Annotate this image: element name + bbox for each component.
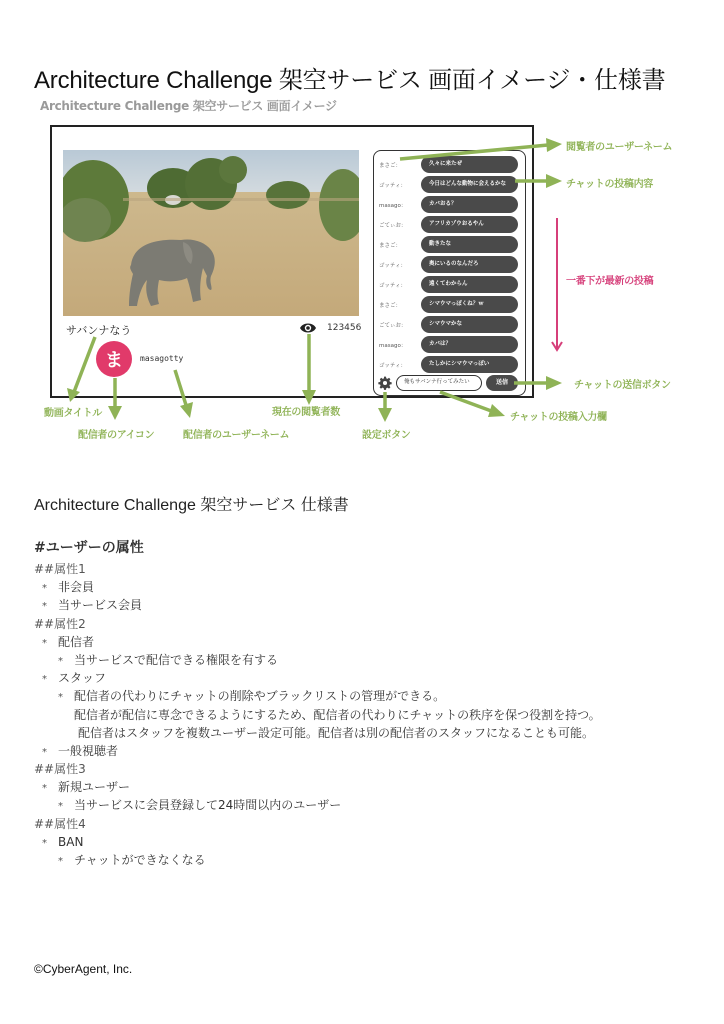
chat-panel [373,150,526,396]
attr3-label: ##属性3 [34,762,86,777]
chat-message [374,236,525,254]
annotation-streamer-icon: 配信者のアイコン [78,430,155,441]
attr2-subitem [34,687,601,705]
spec-body [34,538,601,869]
attr4-ban-desc: チャットができなくなる [74,853,206,867]
attr2-staff-desc: 配信者の代わりにチャットの削除やブラックリストの管理ができる。 [74,689,446,704]
attr1-label: ##属性1 [34,562,86,576]
attr1-item-text: 非会員 [58,580,95,595]
attr2-label: ##属性2 [34,616,86,631]
streamer-avatar[interactable]: ま [96,341,132,377]
attr3-subitem [34,796,601,814]
chat-username: ゴッティ： [379,183,406,189]
chat-bubble: たしかにシマウマっぽい [421,356,518,373]
spec-heading: #ユーザーの属性 [34,540,144,556]
chat-input[interactable]: 俺もサバンナ行ってみたい [396,375,482,391]
attr3-item [34,778,601,796]
chat-message [374,276,525,294]
chat-bubble: 今日はどんな動物に会えるかな [421,176,518,193]
chat-message [374,316,525,334]
chat-username: masago： [379,203,407,209]
copyright: ©CyberAgent, Inc. [34,962,133,976]
bullet-icon: * [42,674,47,686]
annotation-current-viewers: 現在の閲覧者数 [272,407,340,418]
eye-icon [299,322,317,334]
chat-message [374,176,525,194]
attr2-viewer: 一般視聴者 [58,743,119,758]
annotation-chat-input: チャットの投稿入力欄 [510,412,607,423]
bullet-icon: * [42,583,47,595]
attr2-staff: スタッフ [58,671,107,686]
mockup-subtitle: Architecture Challenge 架空サービス 画面イメージ [40,99,337,113]
video-player[interactable] [63,150,359,316]
chat-username: まさご： [379,243,402,249]
annotation-viewer-username: 閲覧者のユーザーネーム [566,142,673,153]
chat-message [374,356,525,374]
bullet-icon: * [42,637,47,649]
bullet-icon: * [42,783,47,795]
annotation-newest-bottom: 一番下が最新の投稿 [566,276,654,287]
attr2-streamer-desc: 当サービスで配信できる権限を有する [74,652,279,667]
attr4-label: ##属性4 [34,816,86,831]
chat-message [374,216,525,234]
attr4-ban: BAN [58,834,84,849]
document-title: Architecture Challenge 架空サービス 画面イメージ・仕様書 [34,67,666,94]
gear-icon[interactable] [378,376,392,390]
attr2-item [34,633,601,651]
chat-bubble: アフリカゾウおるやん [421,216,518,233]
chat-bubble: 遠くてわからん [421,276,518,293]
chat-username: ごてぃお： [379,223,407,229]
attr3-new-user: 新規ユーザー [58,780,131,795]
bullet-icon: * [42,746,47,758]
chat-username: masago： [379,343,407,349]
screen-mockup-frame [50,125,534,398]
attr2-subitem [34,651,601,669]
annotation-chat-content: チャットの投稿内容 [566,179,653,190]
attr3-new-user-desc: 当サービスに会員登録して24時間以内のユーザー [74,798,342,813]
chat-bubble: カバおる？ [421,196,518,213]
attr1-item [34,596,601,614]
send-button[interactable]: 送信 [486,375,518,391]
chat-bubble: カバは？ [421,336,518,353]
chat-message [374,196,525,214]
attr1-item [34,578,601,596]
chat-username: ゴッティ： [379,263,406,269]
attr4-subitem [34,851,601,869]
annotation-streamer-username: 配信者のユーザーネーム [183,430,290,441]
attr2-streamer: 配信者 [58,634,95,649]
bullet-icon: * [58,801,63,813]
chat-bubble: 動きたな [421,236,518,253]
bullet-icon: * [42,837,47,849]
chat-message [374,256,525,274]
attr2-item [34,742,601,760]
video-title: サバンナなう [66,324,132,337]
annotation-settings-button: 設定ボタン [362,430,411,441]
chat-message [374,296,525,314]
streamer-username[interactable]: masagotty [140,354,184,363]
annotation-video-title: 動画タイトル [44,408,102,419]
attr2-item [34,669,601,687]
annotation-send-button: チャットの送信ボタン [574,380,671,391]
attr1-item-text: 当サービス会員 [58,598,143,613]
chat-username: ゴッティ： [379,363,406,369]
viewer-count: 123456 [327,323,362,333]
chat-message [374,336,525,354]
attr2-staff-desc-cont: 配信者が配信に専念できるようにするため、配信者の代わりにチャットの秩序を保つ役割を持つ。 [74,707,601,722]
chat-username: まさご： [379,163,402,169]
attr4-item [34,833,601,851]
chat-username: ごてぃお： [379,323,407,329]
bullet-icon: * [58,856,63,867]
elephant-video-image [63,150,359,316]
chat-username: ゴッティ： [379,283,406,289]
chat-username: まさご： [379,303,402,309]
chat-bubble: 奥にいるのなんだろ [421,256,518,273]
chat-bubble: シマウマっぽくね？ｗ [421,296,518,313]
bullet-icon: * [58,692,63,704]
chat-bubble: シマウマかな [421,316,518,333]
bullet-icon: * [58,655,63,667]
chat-bubble: 久々に来たぜ [421,156,518,173]
spec-title: Architecture Challenge 架空サービス 仕様書 [34,497,349,514]
chat-message [374,156,525,174]
attr2-staff-desc-cont: 配信者はスタッフを複数ユーザー設定可能。配信者は別の配信者のスタッフになることも可能。 [78,725,595,740]
bullet-icon: * [42,601,47,613]
